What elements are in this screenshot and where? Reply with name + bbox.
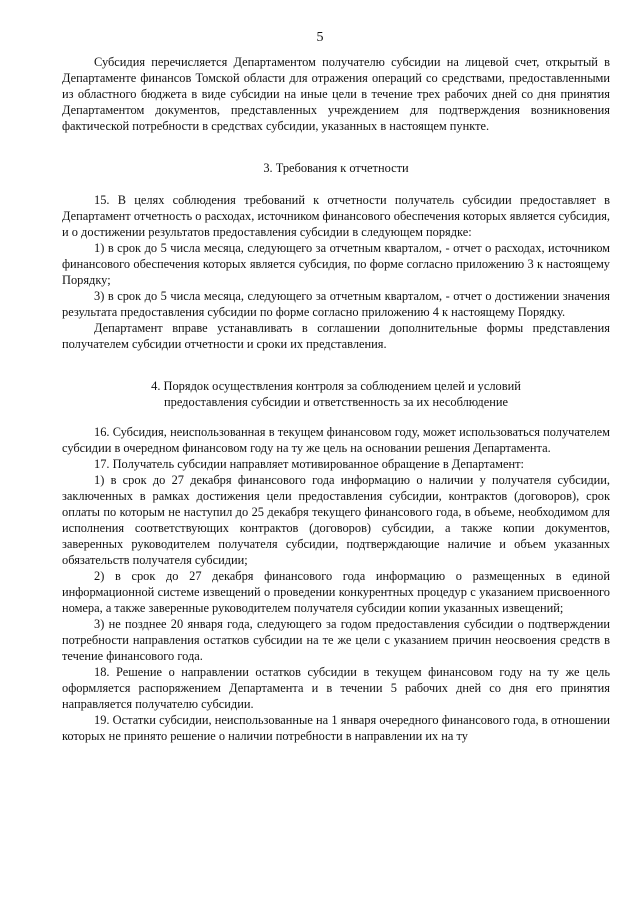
paragraph-18: 18. Решение о направлении остатков субсидии в текущем финансовом году на ту же цель оформляется распоряжением Департамента и в течении 5 рабочих дней со дня его принятия направляется получателю субсидии. [62,665,610,711]
document-body [62,54,610,744]
page-number: 5 [316,30,324,45]
paragraph-17: 17. Получатель субсидии направляет мотивированное обращение в Департамент: [94,457,524,471]
section-4-heading-line-1: 4. Порядок осуществления контроля за соблюдением целей и условий [151,379,521,393]
paragraph-15-item-1: 1) в срок до 5 числа месяца, следующего за отчетным кварталом, - отчет о расходах, источником финансового обеспечения которых является субсидия, по форме согласно приложению 3 к настоящему Порядку; [62,241,610,287]
section-3-heading: 3. Требования к отчетности [263,161,409,175]
section-4-heading [62,378,610,410]
paragraph-17-item-2: 2) в срок до 27 декабря финансового года информацию о размещенных в единой информационной системе извещений о проведении конкурентных процедур с указанием присвоенного номера, а также заверенные руководителем получателя субсидии копии указанных извещений; [62,569,610,615]
paragraph-17-item-1: 1) в срок до 27 декабря финансового года информацию о наличии у получателя субсидии, заключенных в рамках достижения цели предоставления субсидии, контрактов (договоров), срок оплаты по которым не наступил до 25 декабря текущего финансового года, в объеме, необходимом для исполнения соответствующих контрактов (договоров) субсидии, а также копии документов, заверенных руководителем получателя субсидии, подтверждающие наличие и объем указанных обязательств получателя субсидии; [62,473,610,567]
paragraph-15-item-3: 3) в срок до 5 числа месяца, следующего за отчетным кварталом, - отчет о достижении значения результата предоставления субсидии по форме согласно приложению 4 к настоящему Порядку. [62,289,610,319]
paragraph-15: 15. В целях соблюдения требований к отчетности получатель субсидии предоставляет в Департамент отчетность о расходах, источником финансового обеспечения которых является субсидия, и о достижении результатов предоставления субсидии в следующем порядке: [62,193,610,239]
paragraph-17-item-3: 3) не позднее 20 января года, следующего за годом предоставления субсидии о подтверждении потребности направления остатков субсидии на те же цели с указанием причин неосвоения средств в течение финансового года. [62,617,610,663]
section-4-heading-line-2: предоставления субсидии и ответственность за их несоблюдение [164,395,508,409]
paragraph-15-additional-forms: Департамент вправе устанавливать в соглашении дополнительные формы представления получателем субсидии отчетности и сроки их представления. [62,321,610,351]
paragraph-16: 16. Субсидия, неиспользованная в текущем финансовом году, может использоваться получателем субсидии в очередном финансовом году на ту же цель на основании решения Департамента. [62,425,610,455]
paragraph-subsidy-transfer: Субсидия перечисляется Департаментом получателю субсидии на лицевой счет, открытый в Департаменте финансов Томской области для отражения операций со средствами, предоставленными из областного бюджета в виде субсидии на иные цели в течение трех рабочих дней со дня принятия Департаментом документов, представленных учреждением для подтверждения возникновения фактической потребности в средствах субсидии, указанных в настоящем пункте. [62,55,610,133]
paragraph-19: 19. Остатки субсидии, неиспользованные на 1 января очередного финансового года, в отношении которых не принято решение о наличии потребности в направлении их на ту [62,713,610,743]
